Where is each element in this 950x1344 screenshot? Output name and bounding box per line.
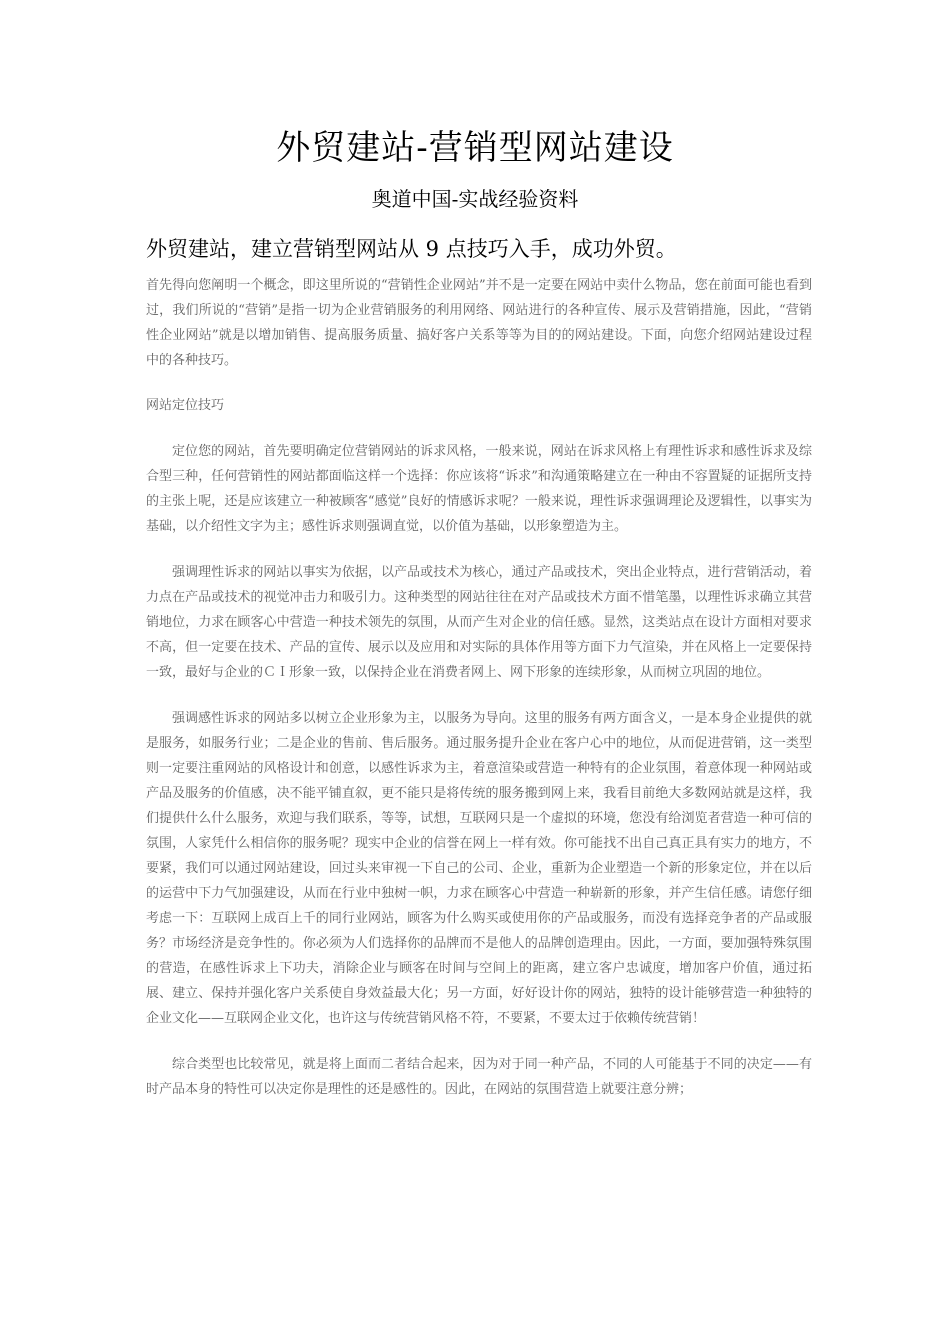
section-heading: 网站定位技巧 — [146, 398, 225, 413]
document-subtitle: 奥道中国-实战经验资料 — [371, 187, 579, 211]
intro-paragraph: 首先得向您阐明一个概念，即这里所说的“营销性企业网站”并不是一定要在网站中卖什么物品，您在前面可能也看到过，我们所说的“营销”是指一切为企业营销服务的利用网络、网站进行的各种宣传、展示及营销措施，因此，“营销性企业网站”就是以增加销售、提高服务质量、搞好客户关系等等为目的的网站建设。下面，向您介绍网站建设过程中的各种技巧。 — [146, 278, 812, 368]
body-paragraph: 综合类型也比较常见，就是将上面而二者结合起来，因为对于同一种产品，不同的人可能基于不同的决定——有时产品本身的特性可以决定你是理性的还是感性的。因此，在网站的氛围营造上就要注意分辨； — [146, 1057, 812, 1097]
document-title: 外贸建站-营销型网站建设 — [276, 128, 674, 168]
body-paragraph: 定位您的网站，首先要明确定位营销网站的诉求风格，一般来说，网站在诉求风格上有理性诉求和感性诉求及综合型三种，任何营销性的网站都面临这样一个选择：你应该将“诉求”和沟通策略建立在一种由不容置疑的证据所支持的主张上呢，还是应该建立一种被顾客“感觉”良好的情感诉求呢？一般来说，理性诉求强调理论及逻辑性，以事实为基础，以介绍性文字为主；感性诉求则强调直觉，以价值为基础，以形象塑造为主。 — [146, 444, 812, 534]
document-body — [146, 273, 812, 1102]
body-paragraph: 强调理性诉求的网站以事实为依据，以产品或技术为核心，通过产品或技术，突出企业特点，进行营销活动，着力点在产品或技术的视觉冲击力和吸引力。这种类型的网站往往在对产品或技术方面不惜笔墨，以理性诉求确立其营销地位，力求在顾客心中营造一种技术领先的氛围，从而产生对企业的信任感。显然，这类站点在设计方面相对要求不高，但一定要在技术、产品的宣传、展示以及应用和对实际的具体作用等方面下力气渲染，并在风格上一定要保持一致，最好与企业的ＣＩ形象一致，以保持企业在消费者网上、网下形象的连续形象，从而树立巩固的地位。 — [146, 565, 812, 680]
document-headline: 外贸建站，建立营销型网站从 9 点技巧入手，成功外贸。 — [146, 237, 677, 261]
body-paragraph: 强调感性诉求的网站多以树立企业形象为主，以服务为导向。这里的服务有两方面含义，一是本身企业提供的就是服务，如服务行业；二是企业的售前、售后服务。通过服务提升企业在客户心中的地位，从而促进营销，这一类型则一定要注重网站的风格设计和创意，以感性诉求为主，着意渲染或营造一种特有的企业氛围，着意体现一种网站或产品及服务的价值感，决不能平铺直叙，更不能只是将传统的服务搬到网上来，我看目前绝大多数网站就是这样，我们提供什么什么服务，欢迎与我们联系，等等，试想，互联网只是一个虚拟的环境，您没有给浏览者营造一种可信的氛围，人家凭什么相信你的服务呢？现实中企业的信誉在网上一样有效。你可能找不出自己真正具有实力的地方，不要紧，我们可以通过网站建设，回过头来审视一下自己的公司、企业，重新为企业塑造一个新的形象定位，并在以后的运营中下力气加强建设，从而在行业中独树一帜，力求在顾客心中营造一种崭新的形象，并产生信任感。请您仔细考虑一下：互联网上成百上千的同行业网站，顾客为什么购买或使用你的产品或服务，而没有选择竞争者的产品或服务？市场经济是竞争性的。你必须为人们选择你的品牌而不是他人的品牌创造理由。因此，一方面，要加强特殊氛围的营造，在感性诉求上下功夫，消除企业与顾客在时间与空间上的距离，建立客户忠诚度，增加客户价值，通过拓展、建立、保持并强化客户关系使自身效益最大化；另一方面，好好设计你的网站，独特的设计能够营造一种独特的企业文化——互联网企业文化，也许这与传统营销风格不符，不要紧，不要太过于依赖传统营销！ — [146, 711, 812, 1026]
